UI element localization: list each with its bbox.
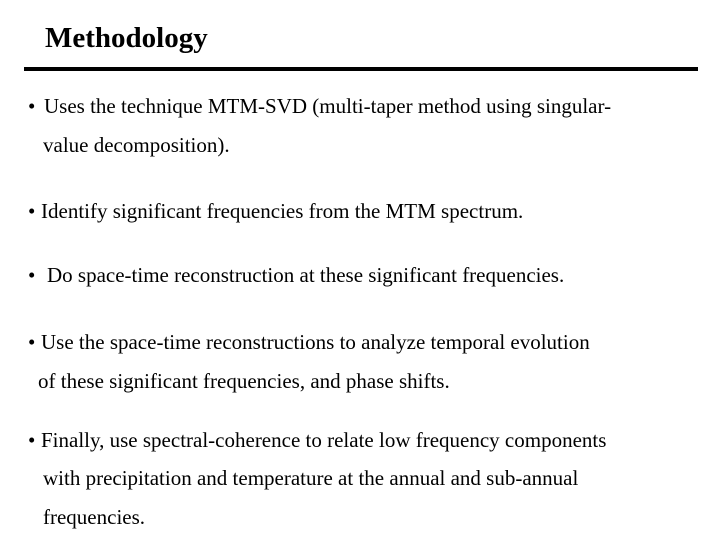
bullet-text-line: value decomposition).	[43, 133, 230, 157]
bullet-text-line: Uses the technique MTM-SVD (multi-taper method using singular-	[44, 94, 612, 118]
bullet-text-line: Finally, use spectral-coherence to relate low frequency components	[41, 428, 607, 452]
bullet-text-line: Use the space-time reconstructions to analyze temporal evolution	[41, 330, 590, 354]
bullet-text-line: Do space-time reconstruction at these significant frequencies.	[47, 263, 565, 287]
bullet-marker: •	[28, 330, 36, 354]
bullet-text-line: Identify significant frequencies from the MTM spectrum.	[41, 199, 524, 223]
bullet-marker: •	[28, 428, 36, 452]
bullet-text-line: frequencies.	[43, 505, 146, 529]
bullet-marker: •	[28, 199, 36, 223]
bullet-text-line: with precipitation and temperature at the annual and sub-annual	[43, 466, 579, 490]
bullet-text-line: of these significant frequencies, and phase shifts.	[38, 369, 450, 393]
bullet-marker: •	[28, 94, 36, 118]
bullet-marker: •	[28, 263, 36, 287]
slide-title: Methodology	[45, 22, 208, 54]
title-divider	[24, 67, 698, 71]
